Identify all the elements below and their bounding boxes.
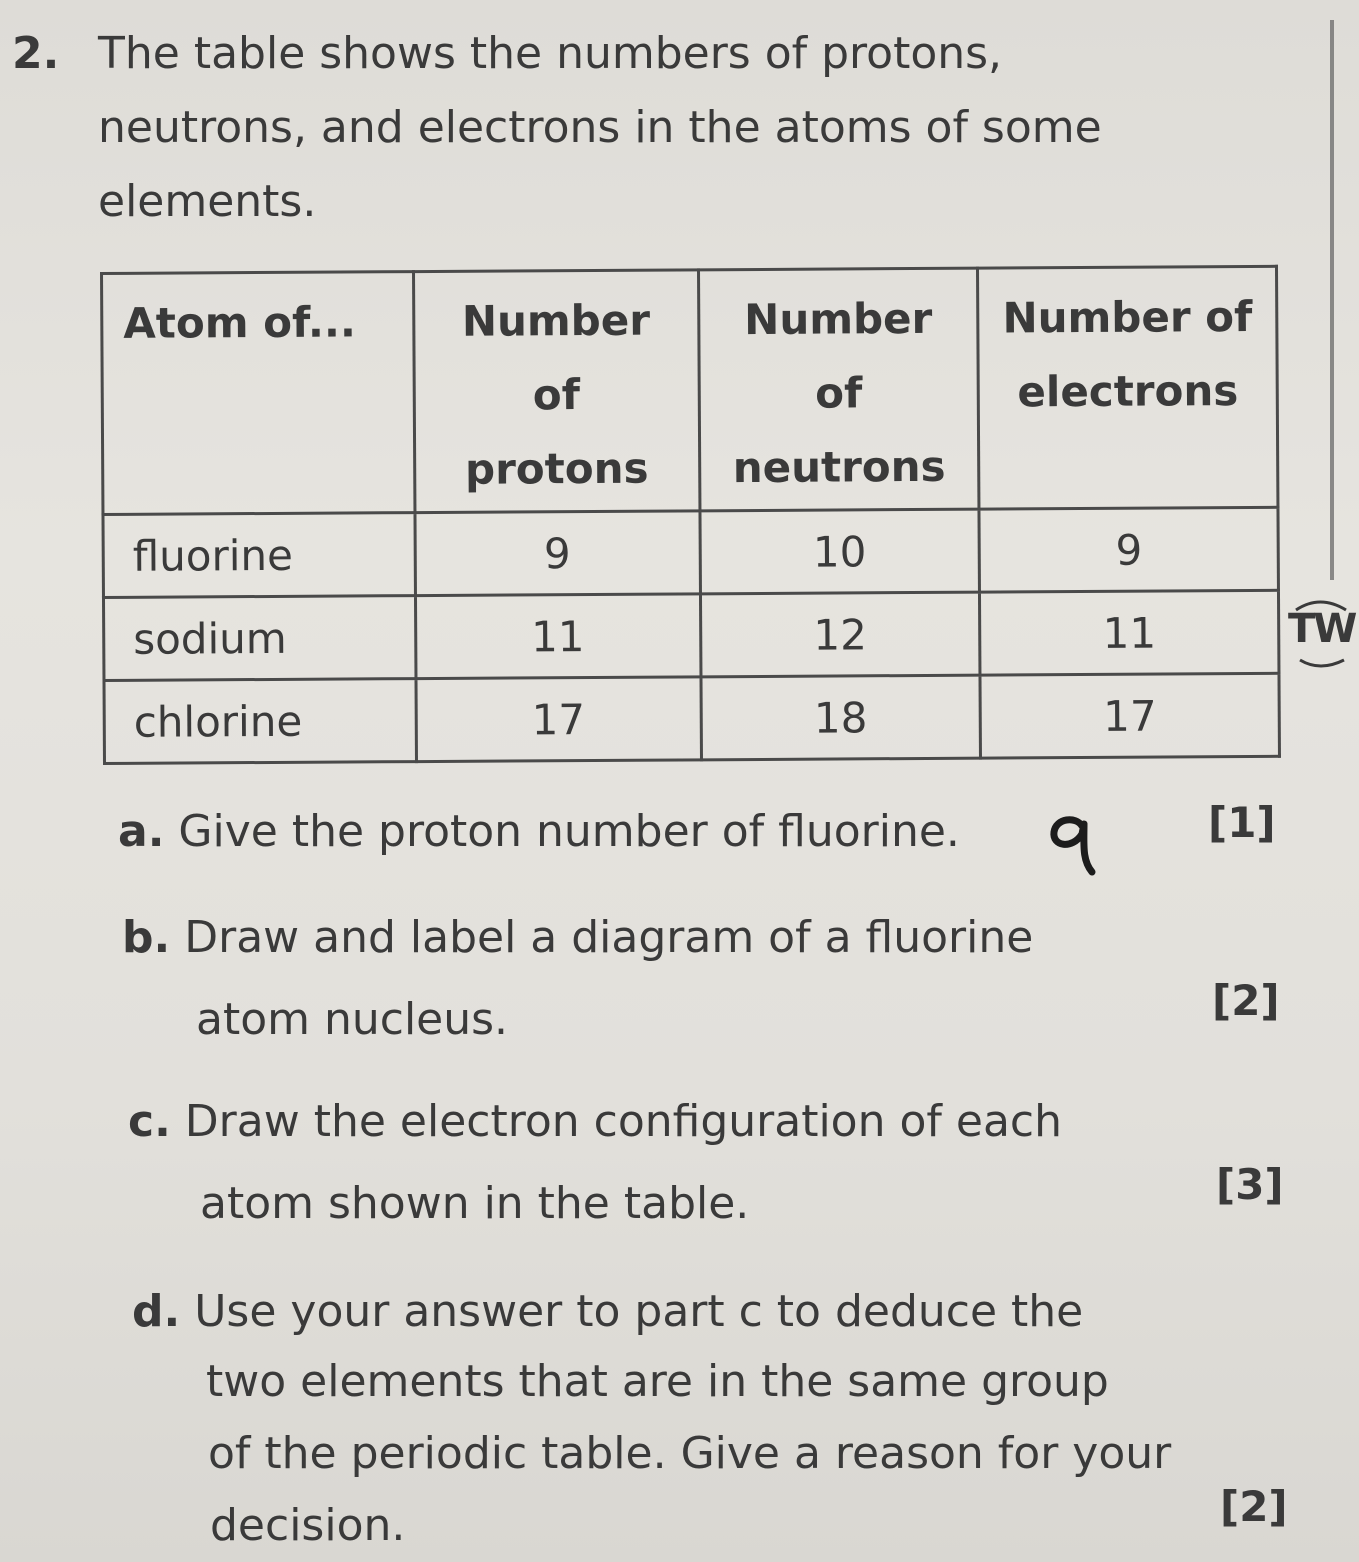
header-protons-line2: of: [532, 370, 581, 420]
part-b-line-2: atom nucleus.: [196, 994, 509, 1045]
header-electrons-line2: electrons: [1017, 366, 1239, 417]
part-c-text-1: Draw the electron configuration of each: [184, 1096, 1062, 1147]
particle-table: [100, 265, 1281, 765]
cell-protons: 11: [415, 594, 701, 679]
part-a-label: a.: [118, 806, 165, 857]
intro-line-2: neutrons, and electrons in the atoms of some: [98, 102, 1102, 153]
part-d-text-1: Use your answer to part c to deduce the: [194, 1286, 1084, 1337]
header-neutrons-line2: of: [814, 368, 863, 418]
part-c-line-2: atom shown in the table.: [200, 1178, 750, 1229]
part-a-marks: [1]: [1208, 798, 1276, 847]
header-protons-line3: protons: [464, 443, 649, 494]
header-protons-line1: Number: [461, 295, 651, 346]
part-d-line-3: of the periodic table. Give a reason for your: [208, 1428, 1172, 1479]
header-atom: [102, 272, 415, 515]
cell-electrons: 17: [980, 673, 1279, 758]
table-row: [103, 590, 1278, 680]
cell-atom: chlorine: [104, 679, 416, 764]
part-d-line-2: two elements that are in the same group: [206, 1356, 1109, 1407]
part-d-line-1: [132, 1286, 1083, 1337]
cell-neutrons: 10: [700, 509, 980, 594]
header-atom-text: Atom of...: [123, 297, 356, 348]
part-b-label: b.: [122, 912, 171, 963]
header-neutrons-line3: neutrons: [732, 441, 946, 493]
part-a-text: Give the proton number of fluorine.: [178, 806, 960, 857]
intro-line-1: The table shows the numbers of protons,: [98, 28, 1003, 79]
handwritten-nine-icon: [1044, 800, 1104, 880]
part-c-line-1: [128, 1096, 1062, 1147]
cell-electrons: 11: [980, 590, 1279, 675]
cell-atom: fluorine: [103, 513, 415, 598]
table-header-row: [102, 266, 1278, 514]
cell-neutrons: 12: [700, 592, 980, 677]
table-row: [103, 507, 1278, 597]
header-neutrons: [698, 268, 979, 511]
part-b-text-1: Draw and label a diagram of a fluorine: [184, 912, 1034, 963]
tw-stamp-text: TW: [1288, 606, 1356, 652]
part-c-marks: [3]: [1216, 1160, 1284, 1209]
header-neutrons-line1: Number: [744, 293, 933, 345]
header-protons: [413, 270, 700, 513]
cell-electrons: 9: [979, 507, 1278, 592]
part-d-marks: [2]: [1220, 1482, 1288, 1531]
cell-protons: 9: [415, 511, 701, 596]
handwritten-answer-a: [1044, 800, 1104, 884]
question-number: 2.: [12, 28, 60, 79]
margin-rule: [1330, 20, 1334, 580]
cell-protons: 17: [416, 677, 702, 762]
part-b-marks: [2]: [1212, 976, 1280, 1025]
part-d-line-4: decision.: [210, 1500, 406, 1551]
intro-line-3: elements.: [98, 176, 317, 227]
cell-neutrons: 18: [701, 675, 981, 760]
part-c-label: c.: [128, 1096, 171, 1147]
tw-stamp: [1286, 596, 1356, 676]
part-a-line-1: [118, 806, 960, 857]
part-b-line-1: [122, 912, 1033, 963]
cell-atom: sodium: [103, 596, 415, 681]
part-d-label: d.: [132, 1286, 181, 1337]
header-electrons: [978, 266, 1278, 509]
table-row: [104, 673, 1279, 763]
header-electrons-line1: Number of: [1002, 291, 1253, 343]
